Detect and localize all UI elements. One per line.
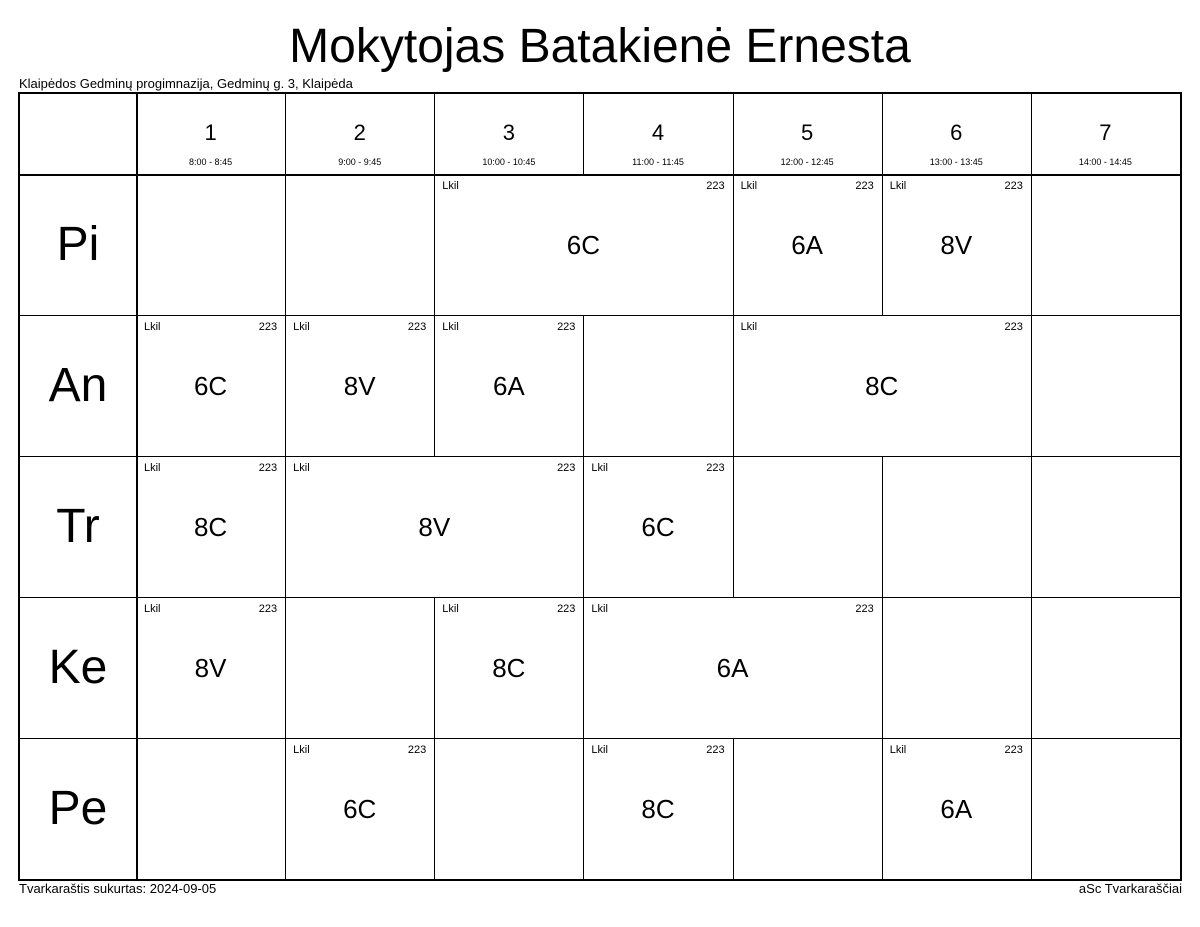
period-time: 14:00 - 14:45 [1078, 157, 1132, 167]
lesson-cell [285, 456, 583, 597]
period-header-7 [1031, 94, 1180, 174]
lesson-cell [882, 738, 1031, 879]
slot-divider [1031, 597, 1032, 738]
lesson-room: 223 [706, 744, 725, 756]
day-label-an: An [48, 358, 108, 412]
period-time: 10:00 - 10:45 [482, 157, 536, 167]
lesson-subject: Lkil [442, 321, 459, 333]
lesson-subject: Lkil [293, 321, 310, 333]
period-time: 11:00 - 11:45 [632, 157, 684, 167]
period-time: 13:00 - 13:45 [929, 157, 983, 167]
period-divider [285, 94, 286, 174]
lesson-cell [583, 597, 881, 738]
period-header-4 [583, 94, 732, 174]
slot-divider [882, 597, 883, 738]
lesson-cell [136, 315, 285, 456]
period-number: 3 [502, 120, 515, 145]
lesson-cell [434, 597, 583, 738]
lesson-class: 8C [492, 653, 526, 683]
school-address: Klaipėdos Gedminų progimnazija, Gedminų g. 3, Klaipėda [19, 76, 353, 91]
lesson-subject: Lkil [144, 321, 161, 333]
lesson-room: 223 [1004, 180, 1023, 192]
lesson-room: 223 [557, 462, 576, 474]
period-divider [733, 94, 734, 174]
lesson-class: 8C [865, 371, 899, 401]
lesson-class: 8V [343, 371, 376, 401]
lesson-class: 6C [193, 371, 228, 401]
lesson-room: 223 [258, 462, 278, 474]
period-header-3 [434, 94, 583, 174]
slot-divider [733, 456, 734, 597]
lesson-subject: Lkil [442, 603, 459, 615]
lesson-class: 8V [940, 230, 973, 260]
slot-divider [583, 315, 584, 456]
lesson-cell [136, 456, 285, 597]
period-number: 5 [801, 120, 814, 145]
lesson-subject: Lkil [740, 321, 758, 333]
slot-divider [733, 738, 734, 879]
period-divider [434, 94, 435, 174]
lesson-room: 223 [855, 180, 874, 192]
lesson-class: 6A [940, 794, 973, 824]
lesson-class: 8V [418, 512, 451, 542]
lesson-subject: Lkil [293, 462, 310, 474]
lesson-room: 223 [407, 744, 427, 756]
slot-divider [285, 597, 286, 738]
lesson-class: 6C [343, 794, 377, 824]
lesson-room: 223 [706, 462, 725, 474]
timetable-grid [18, 92, 1182, 881]
lesson-subject: Lkil [144, 462, 161, 474]
slot-divider [1031, 456, 1032, 597]
lesson-cell [583, 456, 732, 597]
created-date: Tvarkaraštis sukurtas: 2024-09-05 [19, 881, 217, 896]
lesson-room: 223 [706, 180, 725, 192]
lesson-room: 223 [258, 603, 278, 615]
lesson-subject: Lkil [889, 744, 907, 756]
period-divider [583, 94, 584, 174]
lesson-class: 6C [566, 230, 601, 260]
lesson-cell [285, 738, 434, 879]
lesson-class: 6C [641, 512, 675, 542]
period-number: 2 [353, 120, 366, 145]
period-number: 4 [651, 120, 665, 145]
slot-divider [1031, 174, 1032, 315]
lesson-cell [136, 597, 285, 738]
period-header-5 [733, 94, 882, 174]
slot-divider [434, 738, 435, 879]
lesson-cell [434, 315, 583, 456]
period-header-1 [136, 94, 285, 174]
lesson-class: 8C [193, 512, 228, 542]
lesson-room: 223 [1004, 321, 1023, 333]
lesson-room: 223 [1004, 744, 1023, 756]
day-label-ke: Ke [48, 640, 108, 694]
lesson-subject: Lkil [442, 180, 459, 192]
lesson-subject: Lkil [591, 744, 608, 756]
period-header-2 [285, 94, 434, 174]
day-label-pe: Pe [48, 781, 108, 835]
lesson-room: 223 [557, 321, 576, 333]
lesson-class: 8V [194, 653, 227, 683]
day-label-tr: Tr [56, 499, 100, 553]
slot-divider [882, 456, 883, 597]
lesson-subject: Lkil [144, 603, 161, 615]
period-header-6 [882, 94, 1031, 174]
period-number: 6 [950, 120, 963, 145]
lesson-class: 6A [492, 371, 525, 401]
slot-divider [1031, 315, 1032, 456]
lesson-room: 223 [855, 603, 874, 615]
period-time: 12:00 - 12:45 [780, 157, 834, 167]
lesson-class: 6A [716, 653, 749, 683]
lesson-subject: Lkil [740, 180, 758, 192]
lesson-subject: Lkil [889, 180, 907, 192]
page-title: Mokytojas Batakienė Ernesta [289, 20, 911, 73]
slot-divider [285, 174, 286, 315]
software-name: aSc Tvarkaraščiai [1078, 881, 1182, 896]
lesson-room: 223 [258, 321, 278, 333]
day-label-pi: Pi [56, 217, 100, 271]
lesson-cell [434, 174, 732, 315]
lesson-room: 223 [557, 603, 576, 615]
lesson-cell [285, 315, 434, 456]
lesson-subject: Lkil [293, 744, 310, 756]
period-divider [1031, 94, 1032, 174]
period-time: 9:00 - 9:45 [338, 157, 382, 167]
lesson-class: 8C [641, 794, 675, 824]
lesson-cell [882, 174, 1031, 315]
lesson-subject: Lkil [591, 462, 608, 474]
lesson-cell [733, 174, 882, 315]
lesson-class: 6A [791, 230, 824, 260]
lesson-room: 223 [407, 321, 427, 333]
period-divider [882, 94, 883, 174]
lesson-cell [583, 738, 732, 879]
period-time: 8:00 - 8:45 [189, 157, 233, 167]
period-number: 1 [204, 120, 217, 145]
slot-divider [1031, 738, 1032, 879]
lesson-subject: Lkil [591, 603, 608, 615]
period-number: 7 [1099, 120, 1112, 145]
lesson-cell [733, 315, 1031, 456]
